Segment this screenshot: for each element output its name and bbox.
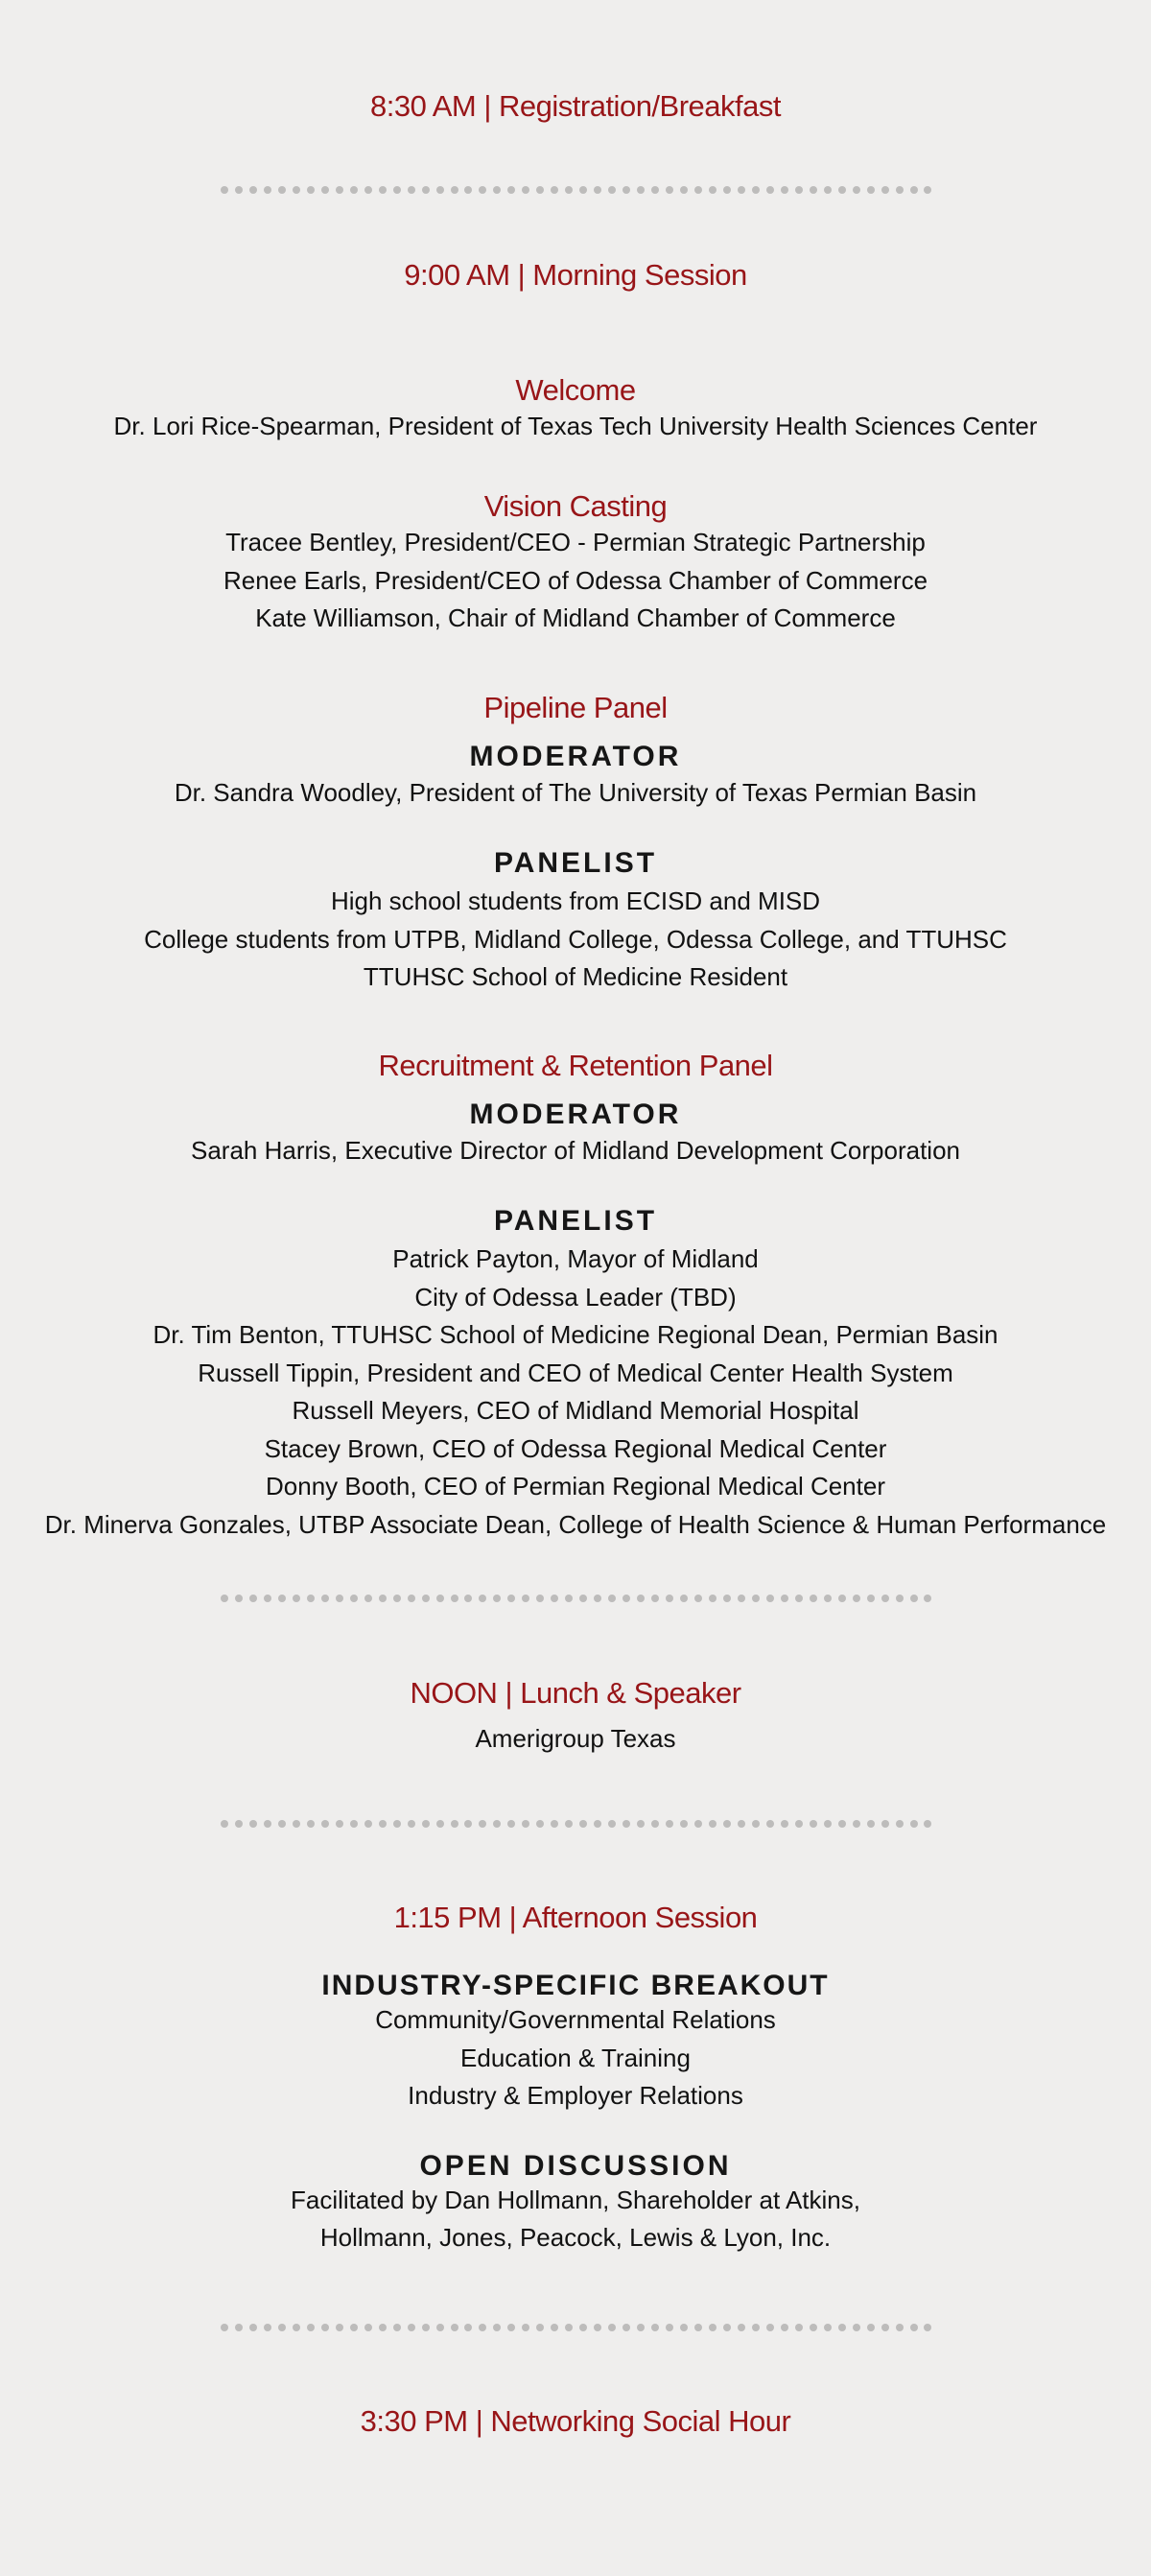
divider-dot [507, 186, 515, 194]
social-time: 3:30 PM | Networking Social Hour [360, 2404, 791, 2438]
divider-dot [924, 186, 931, 194]
divider-dot [896, 186, 904, 194]
divider-dot [451, 1820, 458, 1828]
breakout-item: Industry & Employer Relations [408, 2081, 743, 2110]
divider-dot [867, 186, 875, 194]
divider-dot [350, 186, 358, 194]
divider-dot [766, 1595, 774, 1602]
divider-dot [810, 186, 817, 194]
divider-dot [408, 186, 415, 194]
vision-line: Kate Williamson, Chair of Midland Chamber of Commerce [255, 603, 896, 632]
recruitment-title: Recruitment & Retention Panel [378, 1049, 773, 1082]
divider-dot [278, 186, 286, 194]
divider-dot [810, 2324, 817, 2331]
divider-dot [422, 1595, 430, 1602]
divider-dot [436, 186, 444, 194]
divider-dot [781, 1820, 788, 1828]
divider-dot [781, 1595, 788, 1602]
divider-dot [464, 186, 472, 194]
divider-dot [824, 2324, 832, 2331]
divider-dot [336, 1820, 343, 1828]
divider-dot [293, 186, 300, 194]
divider-dot [723, 1595, 731, 1602]
divider-dot [810, 1820, 817, 1828]
divider-dot [565, 1820, 573, 1828]
divider-dot [680, 1820, 688, 1828]
divider-dot [408, 2324, 415, 2331]
divider-dot [408, 1820, 415, 1828]
divider-dot [896, 1595, 904, 1602]
divider-dot [608, 1595, 616, 1602]
divider-dot [723, 186, 731, 194]
divider-dot [694, 2324, 702, 2331]
divider-dot [838, 186, 846, 194]
vision-section [0, 487, 1151, 638]
divider-dot [507, 1595, 515, 1602]
divider-dot [781, 2324, 788, 2331]
divider-dot [824, 186, 832, 194]
recruitment-panelist: Stacey Brown, CEO of Odessa Regional Medical Center [264, 1433, 887, 1463]
divider-dot [393, 1595, 401, 1602]
divider-dot [422, 1820, 430, 1828]
vision-title: Vision Casting [483, 489, 668, 523]
divider-dot [738, 1595, 745, 1602]
welcome-section [0, 371, 1151, 442]
social-block [0, 2402, 1151, 2441]
divider-dot [307, 1820, 315, 1828]
divider-dot [637, 1820, 645, 1828]
divider-dot [551, 186, 558, 194]
divider-dot [694, 1820, 702, 1828]
divider-dot [766, 186, 774, 194]
divider-dot [350, 2324, 358, 2331]
pipeline-panelist: TTUHSC School of Medicine Resident [363, 962, 788, 991]
divider-dot [422, 186, 430, 194]
divider-dot [881, 186, 889, 194]
afternoon-time: 1:15 PM | Afternoon Session [393, 1901, 758, 1934]
divider-dot [752, 1595, 760, 1602]
divider-dot [464, 2324, 472, 2331]
divider-dot [594, 186, 601, 194]
divider-dot [479, 1820, 486, 1828]
morning-block [0, 256, 1151, 295]
recruitment-moderator-label: MODERATOR [469, 1099, 682, 1130]
morning-time: 9:00 AM | Morning Session [404, 258, 747, 292]
divider-dot [235, 1595, 243, 1602]
divider-dot [781, 186, 788, 194]
divider-dot [867, 1820, 875, 1828]
divider-dot [637, 2324, 645, 2331]
divider-dot [881, 2324, 889, 2331]
divider-dot [451, 2324, 458, 2331]
welcome-line: Dr. Lori Rice-Spearman, President of Texas Tech University Health Sciences Center [113, 412, 1038, 440]
recruitment-section [0, 1047, 1151, 1544]
divider-dot [336, 186, 343, 194]
divider-dot [924, 2324, 931, 2331]
divider-dot [579, 1595, 587, 1602]
recruitment-panelist: City of Odessa Leader (TBD) [414, 1282, 737, 1312]
divider-dot [364, 186, 372, 194]
divider-dot [910, 186, 918, 194]
divider-dot [249, 1820, 257, 1828]
divider-dot [551, 2324, 558, 2331]
divider-dot [336, 2324, 343, 2331]
divider-dot [221, 186, 228, 194]
divider-dot [522, 186, 529, 194]
divider-dot [408, 1595, 415, 1602]
divider-dot [464, 1820, 472, 1828]
vision-line: Renee Earls, President/CEO of Odessa Chamber of Commerce [223, 565, 928, 595]
divider-dot [666, 186, 673, 194]
divider-1 [221, 184, 932, 196]
breakout-label: INDUSTRY-SPECIFIC BREAKOUT [321, 1970, 830, 2001]
divider-dot [350, 1820, 358, 1828]
breakout-item: Community/Governmental Relations [375, 2005, 776, 2034]
divider-dot [738, 2324, 745, 2331]
divider-dot [536, 1820, 544, 1828]
divider-dot [766, 1820, 774, 1828]
divider-dot [493, 1820, 501, 1828]
divider-dot [608, 1820, 616, 1828]
divider-dot [680, 186, 688, 194]
divider-dot [666, 1820, 673, 1828]
divider-dot [867, 1595, 875, 1602]
divider-dot [522, 2324, 529, 2331]
divider-dot [824, 1595, 832, 1602]
divider-dot [321, 1820, 329, 1828]
divider-dot [637, 186, 645, 194]
recruitment-panelist: Russell Meyers, CEO of Midland Memorial Hospital [292, 1396, 859, 1425]
divider-dot [536, 186, 544, 194]
divider-dot [795, 1820, 803, 1828]
divider-dot [565, 1595, 573, 1602]
divider-dot [853, 186, 860, 194]
divider-dot [479, 2324, 486, 2331]
recruitment-moderator: Sarah Harris, Executive Director of Midland Development Corporation [190, 1136, 960, 1165]
divider-dot [853, 1820, 860, 1828]
divider-dot [622, 186, 630, 194]
divider-dot [221, 2324, 228, 2331]
divider-dot [321, 186, 329, 194]
divider-dot [622, 1595, 630, 1602]
divider-dot [752, 1820, 760, 1828]
divider-dot [838, 1820, 846, 1828]
divider-dot [436, 1595, 444, 1602]
registration-time: 8:30 AM | Registration/Breakfast [370, 89, 781, 123]
divider-dot [622, 2324, 630, 2331]
noon-speaker: Amerigroup Texas [475, 1724, 676, 1753]
pipeline-panelist-label: PANELIST [493, 847, 658, 879]
divider-dot [853, 1595, 860, 1602]
divider-dot [594, 1595, 601, 1602]
divider-dot [379, 186, 387, 194]
divider-dot [536, 2324, 544, 2331]
vision-line: Tracee Bentley, President/CEO - Permian Strategic Partnership [225, 528, 926, 556]
divider-dot [795, 2324, 803, 2331]
divider-dot [493, 2324, 501, 2331]
divider-dot [752, 186, 760, 194]
pipeline-section [0, 689, 1151, 997]
divider-dot [551, 1595, 558, 1602]
divider-dot [579, 1820, 587, 1828]
divider-dot [709, 1820, 716, 1828]
divider-dot [379, 1595, 387, 1602]
divider-dot [738, 1820, 745, 1828]
divider-dot [293, 1820, 300, 1828]
recruitment-panelist: Dr. Minerva Gonzales, UTBP Associate Dean, College of Health Science & Human Performance [44, 1509, 1107, 1539]
divider-dot [479, 1595, 486, 1602]
divider-dot [565, 2324, 573, 2331]
divider-dot [221, 1595, 228, 1602]
divider-dot [795, 1595, 803, 1602]
breakout-item: Education & Training [460, 2043, 691, 2072]
divider-dot [694, 186, 702, 194]
divider-dot [738, 186, 745, 194]
divider-dot [723, 2324, 731, 2331]
divider-dot [278, 2324, 286, 2331]
divider-dot [910, 1820, 918, 1828]
divider-dot [666, 1595, 673, 1602]
divider-dot [810, 1595, 817, 1602]
recruitment-panelist-label: PANELIST [493, 1205, 658, 1237]
divider-dot [853, 2324, 860, 2331]
divider-dot [379, 2324, 387, 2331]
divider-dot [924, 1595, 931, 1602]
divider-4 [221, 2322, 932, 2333]
divider-dot [565, 186, 573, 194]
divider-dot [493, 186, 501, 194]
divider-dot [680, 1595, 688, 1602]
divider-dot [307, 2324, 315, 2331]
divider-dot [838, 2324, 846, 2331]
divider-dot [307, 186, 315, 194]
divider-dot [249, 2324, 257, 2331]
divider-dot [422, 2324, 430, 2331]
recruitment-panelist: Patrick Payton, Mayor of Midland [392, 1244, 759, 1273]
divider-dot [507, 1820, 515, 1828]
divider-dot [264, 1595, 271, 1602]
registration-block [0, 87, 1151, 126]
divider-dot [666, 2324, 673, 2331]
divider-dot [436, 1820, 444, 1828]
divider-dot [709, 2324, 716, 2331]
divider-dot [249, 186, 257, 194]
divider-dot [608, 186, 616, 194]
divider-dot [522, 1820, 529, 1828]
recruitment-panelist: Donny Booth, CEO of Permian Regional Medical Center [266, 1472, 885, 1501]
divider-dot [436, 2324, 444, 2331]
noon-time: NOON | Lunch & Speaker [410, 1676, 741, 1710]
divider-dot [235, 186, 243, 194]
divider-dot [493, 1595, 501, 1602]
divider-dot [293, 2324, 300, 2331]
divider-dot [321, 2324, 329, 2331]
divider-dot [307, 1595, 315, 1602]
divider-dot [393, 2324, 401, 2331]
divider-dot [709, 186, 716, 194]
divider-dot [709, 1595, 716, 1602]
recruitment-panelist: Dr. Tim Benton, TTUHSC School of Medicine Regional Dean, Permian Basin [153, 1320, 998, 1349]
divider-dot [364, 1820, 372, 1828]
divider-dot [507, 2324, 515, 2331]
discussion-label: OPEN DISCUSSION [419, 2149, 732, 2182]
divider-dot [608, 2324, 616, 2331]
divider-dot [881, 1820, 889, 1828]
discussion-line: Hollmann, Jones, Peacock, Lewis & Lyon, Inc. [319, 2223, 832, 2252]
divider-dot [924, 1820, 931, 1828]
divider-dot [350, 1595, 358, 1602]
pipeline-title: Pipeline Panel [483, 691, 668, 724]
divider-dot [278, 1595, 286, 1602]
divider-dot [464, 1595, 472, 1602]
divider-dot [264, 1820, 271, 1828]
divider-dot [364, 2324, 372, 2331]
divider-dot [752, 2324, 760, 2331]
divider-dot [896, 2324, 904, 2331]
divider-dot [881, 1595, 889, 1602]
divider-dot [264, 2324, 271, 2331]
divider-dot [393, 186, 401, 194]
divider-dot [379, 1820, 387, 1828]
afternoon-block [0, 1899, 1151, 2257]
divider-dot [451, 186, 458, 194]
divider-2 [221, 1593, 932, 1604]
pipeline-moderator-label: MODERATOR [469, 741, 682, 772]
divider-dot [838, 1595, 846, 1602]
divider-dot [321, 1595, 329, 1602]
divider-dot [867, 2324, 875, 2331]
pipeline-moderator: Dr. Sandra Woodley, President of The University of Texas Permian Basin [174, 778, 977, 807]
divider-dot [795, 186, 803, 194]
divider-dot [651, 2324, 659, 2331]
divider-dot [651, 186, 659, 194]
divider-dot [680, 2324, 688, 2331]
divider-dot [594, 2324, 601, 2331]
divider-dot [896, 1820, 904, 1828]
divider-3 [221, 1818, 932, 1830]
divider-dot [594, 1820, 601, 1828]
divider-dot [536, 1595, 544, 1602]
divider-dot [264, 186, 271, 194]
recruitment-panelist: Russell Tippin, President and CEO of Medical Center Health System [198, 1358, 953, 1387]
divider-dot [235, 1820, 243, 1828]
divider-dot [249, 1595, 257, 1602]
divider-dot [579, 2324, 587, 2331]
divider-dot [910, 2324, 918, 2331]
pipeline-panelist: High school students from ECISD and MISD [330, 886, 821, 915]
divider-dot [278, 1820, 286, 1828]
noon-block [0, 1674, 1151, 1755]
divider-dot [522, 1595, 529, 1602]
divider-dot [824, 1820, 832, 1828]
divider-dot [910, 1595, 918, 1602]
divider-dot [694, 1595, 702, 1602]
divider-dot [451, 1595, 458, 1602]
welcome-title: Welcome [515, 373, 636, 407]
divider-dot [622, 1820, 630, 1828]
divider-dot [723, 1820, 731, 1828]
divider-dot [479, 186, 486, 194]
divider-dot [221, 1820, 228, 1828]
divider-dot [551, 1820, 558, 1828]
divider-dot [651, 1820, 659, 1828]
divider-dot [364, 1595, 372, 1602]
divider-dot [336, 1595, 343, 1602]
pipeline-panelist: College students from UTPB, Midland College, Odessa College, and TTUHSC [144, 924, 1007, 954]
divider-dot [766, 2324, 774, 2331]
divider-dot [579, 186, 587, 194]
divider-dot [393, 1820, 401, 1828]
divider-dot [235, 2324, 243, 2331]
divider-dot [293, 1595, 300, 1602]
discussion-line: Facilitated by Dan Hollmann, Shareholder at Atkins, [291, 2185, 860, 2214]
divider-dot [651, 1595, 659, 1602]
divider-dot [637, 1595, 645, 1602]
